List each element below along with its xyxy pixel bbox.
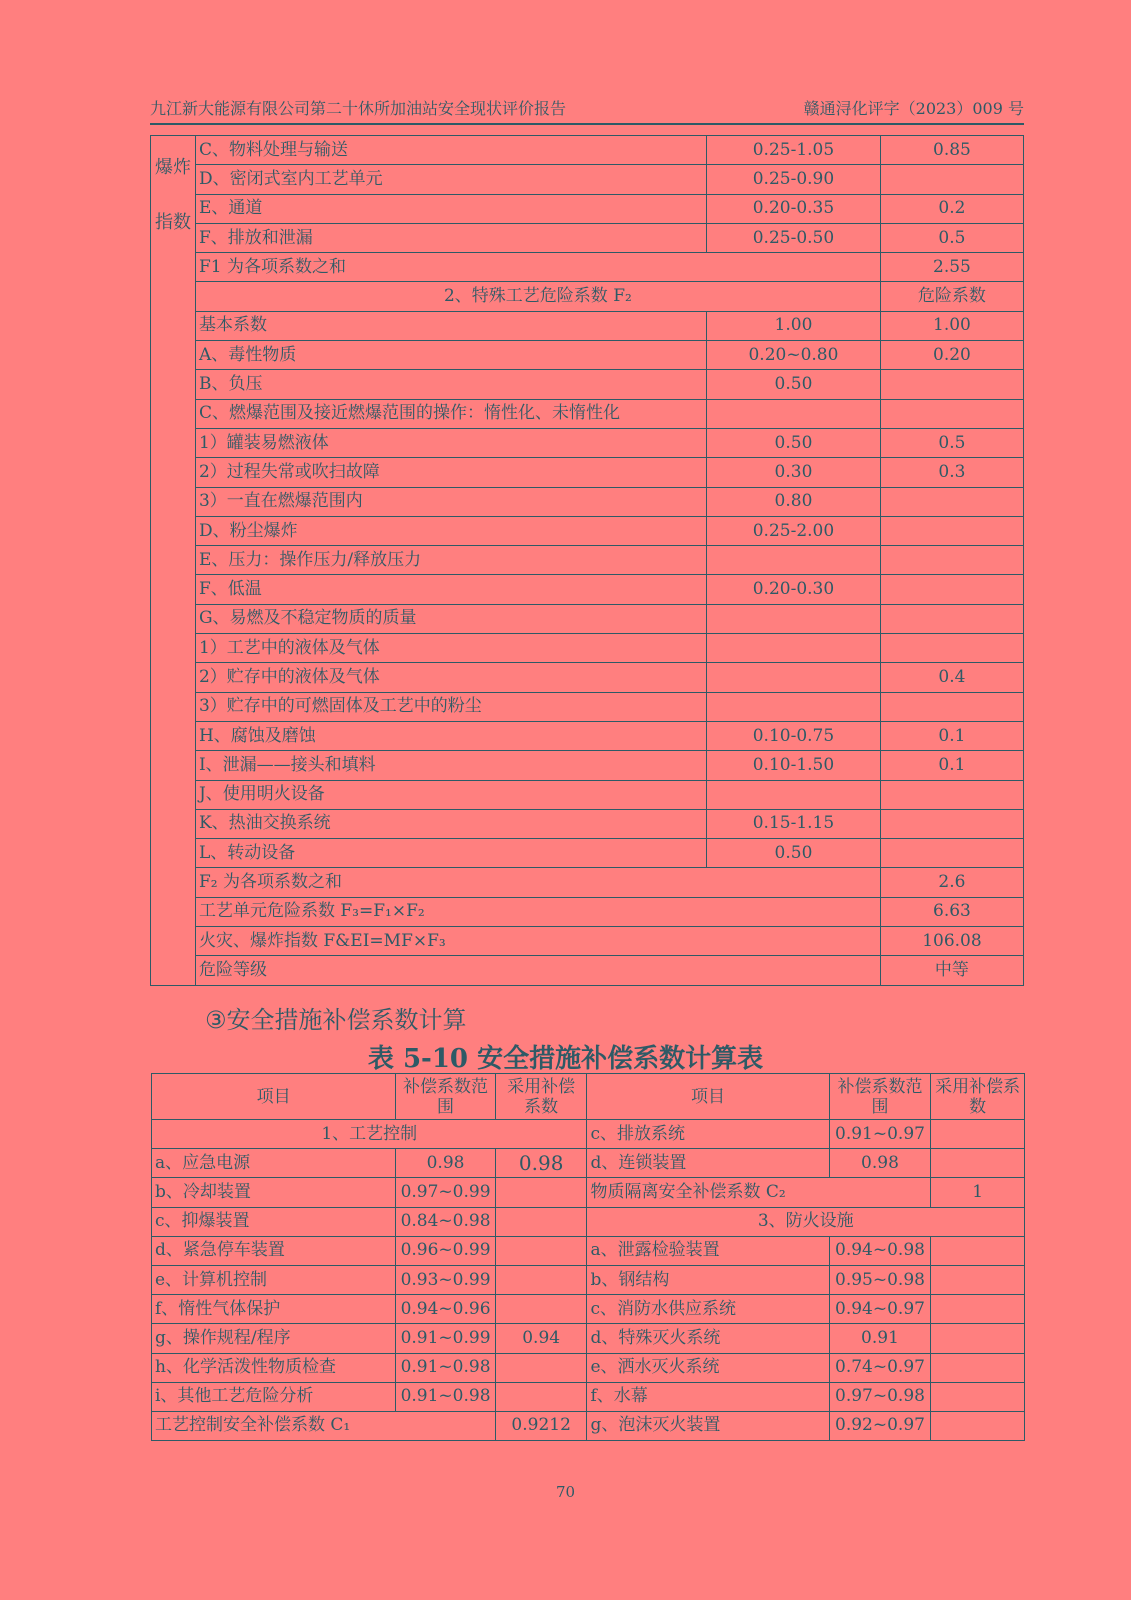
section-title: ③安全措施补偿系数计算 xyxy=(205,1006,467,1034)
value-cell xyxy=(880,399,1023,428)
adopted-cell xyxy=(931,1324,1025,1353)
table-row xyxy=(151,868,1024,897)
item-cell: E、压力：操作压力/释放压力 xyxy=(195,546,706,575)
value-cell xyxy=(880,487,1023,516)
range-cell: 0.95~0.98 xyxy=(829,1265,931,1294)
value-cell xyxy=(880,692,1023,721)
table-row xyxy=(152,1411,1025,1440)
range-cell: 0.91 xyxy=(829,1324,931,1353)
item-cell: C、物料处理与输送 xyxy=(195,136,706,165)
group-title: 1、工艺控制 xyxy=(152,1120,587,1149)
adopted-cell xyxy=(931,1120,1025,1149)
f1-sum-value: 2.55 xyxy=(880,253,1023,282)
range-cell: 0.20-0.30 xyxy=(707,575,881,604)
adopted-cell xyxy=(495,1295,587,1324)
range-cell: 0.10-0.75 xyxy=(707,721,881,750)
table-row xyxy=(151,751,1024,780)
item-cell: a、泄露检验装置 xyxy=(587,1236,829,1265)
table-row xyxy=(151,136,1024,165)
table-row xyxy=(151,634,1024,663)
range-cell: 0.30 xyxy=(707,458,881,487)
summary-value: 中等 xyxy=(880,956,1023,985)
f1-sum-label: F1 为各项系数之和 xyxy=(195,253,880,282)
item-cell: B、负压 xyxy=(195,370,706,399)
item-cell: b、冷却装置 xyxy=(152,1178,396,1207)
table-row xyxy=(151,692,1024,721)
side-label: 爆炸指数 xyxy=(151,136,196,986)
summary-label: F₂ 为各项系数之和 xyxy=(195,868,880,897)
item-cell: i、其他工艺危险分析 xyxy=(152,1382,396,1411)
item-cell: H、腐蚀及磨蚀 xyxy=(195,721,706,750)
range-cell xyxy=(707,546,881,575)
range-cell: 0.20~0.80 xyxy=(707,341,881,370)
table-caption: 表 5-10 安全措施补偿系数计算表 xyxy=(367,1044,764,1074)
item-cell: A、毒性物质 xyxy=(195,341,706,370)
range-cell: 0.20-0.35 xyxy=(707,194,881,223)
item-cell: E、通道 xyxy=(195,194,706,223)
adopted-cell xyxy=(931,1411,1025,1440)
range-cell: 0.91~0.97 xyxy=(829,1120,931,1149)
adopted-cell xyxy=(931,1382,1025,1411)
explosion-index-table xyxy=(150,135,1024,986)
item-cell: d、连锁装置 xyxy=(587,1149,829,1178)
table-row xyxy=(151,839,1024,868)
value-cell xyxy=(880,516,1023,545)
range-cell: 0.50 xyxy=(707,370,881,399)
item-cell: e、洒水灭火系统 xyxy=(587,1353,829,1382)
item-cell: G、易燃及不稳定物质的质量 xyxy=(195,604,706,633)
item-cell: c、抑爆装置 xyxy=(152,1207,396,1236)
table-row xyxy=(152,1324,1025,1353)
range-cell: 0.98 xyxy=(829,1149,931,1178)
page-header xyxy=(150,97,1024,125)
table-row xyxy=(151,253,1024,282)
range-cell xyxy=(707,634,881,663)
item-cell: 1）工艺中的液体及气体 xyxy=(195,634,706,663)
compensation-table xyxy=(151,1073,1025,1441)
range-cell: 0.91~0.98 xyxy=(396,1353,496,1382)
item-cell: J、使用明火设备 xyxy=(195,780,706,809)
table-row xyxy=(151,516,1024,545)
range-cell: 0.80 xyxy=(707,487,881,516)
adopted-cell: 0.94 xyxy=(495,1324,587,1353)
item-cell: D、粉尘爆炸 xyxy=(195,516,706,545)
item-cell: C、燃爆范围及接近燃爆范围的操作：惰性化、未惰性化 xyxy=(195,399,706,428)
table-row xyxy=(152,1178,1025,1207)
table-row xyxy=(152,1265,1025,1294)
header-range: 补偿系数范围 xyxy=(829,1074,931,1120)
value-cell: 0.5 xyxy=(880,223,1023,252)
adopted-cell xyxy=(495,1265,587,1294)
table-row xyxy=(152,1120,1025,1149)
range-cell xyxy=(707,663,881,692)
range-cell xyxy=(707,780,881,809)
c2-value: 1 xyxy=(931,1178,1025,1207)
range-cell xyxy=(707,692,881,721)
summary-label: 工艺单元危险系数 F₃=F₁×F₂ xyxy=(195,897,880,926)
item-cell: d、紧急停车装置 xyxy=(152,1236,396,1265)
table-row xyxy=(152,1295,1025,1324)
range-cell: 0.92~0.97 xyxy=(829,1411,931,1440)
range-cell: 0.91~0.98 xyxy=(396,1382,496,1411)
header-adopted: 采用补偿系数 xyxy=(931,1074,1025,1120)
table-row xyxy=(152,1207,1025,1236)
range-cell: 0.94~0.98 xyxy=(829,1236,931,1265)
table-row xyxy=(151,663,1024,692)
item-cell: f、水幕 xyxy=(587,1382,829,1411)
item-cell: I、泄漏——接头和填料 xyxy=(195,751,706,780)
header-right: 赣通浔化评字（2023）009 号 xyxy=(803,99,1024,118)
item-cell: a、应急电源 xyxy=(152,1149,396,1178)
table-row xyxy=(152,1149,1025,1178)
range-cell: 0.50 xyxy=(707,428,881,457)
value-cell xyxy=(880,839,1023,868)
value-cell: 0.85 xyxy=(880,136,1023,165)
item-cell: c、排放系统 xyxy=(587,1120,829,1149)
table-row xyxy=(151,575,1024,604)
value-cell xyxy=(880,780,1023,809)
value-cell: 0.1 xyxy=(880,721,1023,750)
summary-value: 2.6 xyxy=(880,868,1023,897)
header-left: 九江新大能源有限公司第二十休所加油站安全现状评价报告 xyxy=(150,99,567,118)
value-cell xyxy=(880,546,1023,575)
range-cell: 0.91~0.99 xyxy=(396,1324,496,1353)
table-row xyxy=(151,604,1024,633)
range-cell: 0.93~0.99 xyxy=(396,1265,496,1294)
header-range: 补偿系数范围 xyxy=(396,1074,496,1120)
header-item: 项目 xyxy=(587,1074,829,1120)
table-row xyxy=(151,282,1024,311)
range-cell: 0.25-0.50 xyxy=(707,223,881,252)
summary-label: 火灾、爆炸指数 F&EI=MF×F₃ xyxy=(195,927,880,956)
value-cell xyxy=(880,634,1023,663)
range-cell: 0.94~0.97 xyxy=(829,1295,931,1324)
range-cell: 0.25-0.90 xyxy=(707,165,881,194)
adopted-cell xyxy=(495,1382,587,1411)
adopted-cell xyxy=(495,1353,587,1382)
value-cell: 0.4 xyxy=(880,663,1023,692)
table-row xyxy=(152,1074,1025,1120)
value-cell xyxy=(880,604,1023,633)
item-cell: 基本系数 xyxy=(195,311,706,340)
summary-value: 6.63 xyxy=(880,897,1023,926)
value-cell: 1.00 xyxy=(880,311,1023,340)
table-row xyxy=(151,956,1024,985)
table-row xyxy=(151,399,1024,428)
adopted-cell xyxy=(495,1178,587,1207)
item-cell: 1）罐装易燃液体 xyxy=(195,428,706,457)
item-cell: L、转动设备 xyxy=(195,839,706,868)
value-cell: 0.5 xyxy=(880,428,1023,457)
table-row xyxy=(151,487,1024,516)
adopted-cell xyxy=(931,1353,1025,1382)
item-cell: f、惰性气体保护 xyxy=(152,1295,396,1324)
range-cell xyxy=(707,399,881,428)
group-title: 3、防火设施 xyxy=(587,1207,1025,1236)
range-cell: 0.98 xyxy=(396,1149,496,1178)
table-row xyxy=(152,1353,1025,1382)
range-cell xyxy=(707,604,881,633)
range-cell: 0.94~0.96 xyxy=(396,1295,496,1324)
page-number: 70 xyxy=(555,1483,576,1501)
table-row xyxy=(152,1236,1025,1265)
item-cell: g、操作规程/程序 xyxy=(152,1324,396,1353)
table-row xyxy=(151,780,1024,809)
value-cell xyxy=(880,165,1023,194)
item-cell: b、钢结构 xyxy=(587,1265,829,1294)
value-cell: 0.3 xyxy=(880,458,1023,487)
adopted-cell xyxy=(495,1207,587,1236)
table-row xyxy=(151,897,1024,926)
item-cell: F、低温 xyxy=(195,575,706,604)
item-cell: g、泡沫灭火装置 xyxy=(587,1411,829,1440)
value-cell: 0.20 xyxy=(880,341,1023,370)
summary-value: 106.08 xyxy=(880,927,1023,956)
table-row xyxy=(152,1382,1025,1411)
table-row xyxy=(151,341,1024,370)
range-cell: 0.84~0.98 xyxy=(396,1207,496,1236)
item-cell: e、计算机控制 xyxy=(152,1265,396,1294)
range-cell: 0.10-1.50 xyxy=(707,751,881,780)
range-cell: 0.50 xyxy=(707,839,881,868)
item-cell: 3）一直在燃爆范围内 xyxy=(195,487,706,516)
range-cell: 0.97~0.98 xyxy=(829,1382,931,1411)
table-row xyxy=(151,311,1024,340)
range-cell: 0.15-1.15 xyxy=(707,809,881,838)
item-cell: F、排放和泄漏 xyxy=(195,223,706,252)
table-row xyxy=(151,458,1024,487)
table-row xyxy=(151,223,1024,252)
item-cell: d、特殊灭火系统 xyxy=(587,1324,829,1353)
range-cell: 0.97~0.99 xyxy=(396,1178,496,1207)
range-cell: 0.25-1.05 xyxy=(707,136,881,165)
item-cell: c、消防水供应系统 xyxy=(587,1295,829,1324)
range-cell: 1.00 xyxy=(707,311,881,340)
header-adopted: 采用补偿系数 xyxy=(495,1074,587,1120)
table-row xyxy=(151,809,1024,838)
adopted-cell xyxy=(931,1149,1025,1178)
header-item: 项目 xyxy=(152,1074,396,1120)
f2-header-value: 危险系数 xyxy=(880,282,1023,311)
table-row xyxy=(151,370,1024,399)
adopted-cell xyxy=(495,1236,587,1265)
item-cell: 2）贮存中的液体及气体 xyxy=(195,663,706,692)
value-cell: 0.2 xyxy=(880,194,1023,223)
range-cell: 0.96~0.99 xyxy=(396,1236,496,1265)
table-row xyxy=(151,546,1024,575)
value-cell xyxy=(880,809,1023,838)
f2-header-label: 2、特殊工艺危险系数 F₂ xyxy=(195,282,880,311)
value-cell xyxy=(880,370,1023,399)
c1-value: 0.9212 xyxy=(495,1411,587,1440)
table-row xyxy=(151,927,1024,956)
table-row xyxy=(151,721,1024,750)
item-cell: K、热油交换系统 xyxy=(195,809,706,838)
table-row xyxy=(151,428,1024,457)
item-cell: D、密闭式室内工艺单元 xyxy=(195,165,706,194)
item-cell: h、化学活泼性物质检查 xyxy=(152,1353,396,1382)
value-cell: 0.1 xyxy=(880,751,1023,780)
adopted-cell xyxy=(931,1295,1025,1324)
item-cell: 3）贮存中的可燃固体及工艺中的粉尘 xyxy=(195,692,706,721)
summary-label: 危险等级 xyxy=(195,956,880,985)
range-cell: 0.74~0.97 xyxy=(829,1353,931,1382)
table-row xyxy=(151,194,1024,223)
c2-label: 物质隔离安全补偿系数 C₂ xyxy=(587,1178,931,1207)
value-cell xyxy=(880,575,1023,604)
adopted-cell xyxy=(931,1236,1025,1265)
table-row xyxy=(151,165,1024,194)
adopted-cell: 0.98 xyxy=(495,1149,587,1178)
c1-label: 工艺控制安全补偿系数 C₁ xyxy=(152,1411,496,1440)
adopted-cell xyxy=(931,1265,1025,1294)
item-cell: 2）过程失常或吹扫故障 xyxy=(195,458,706,487)
range-cell: 0.25-2.00 xyxy=(707,516,881,545)
